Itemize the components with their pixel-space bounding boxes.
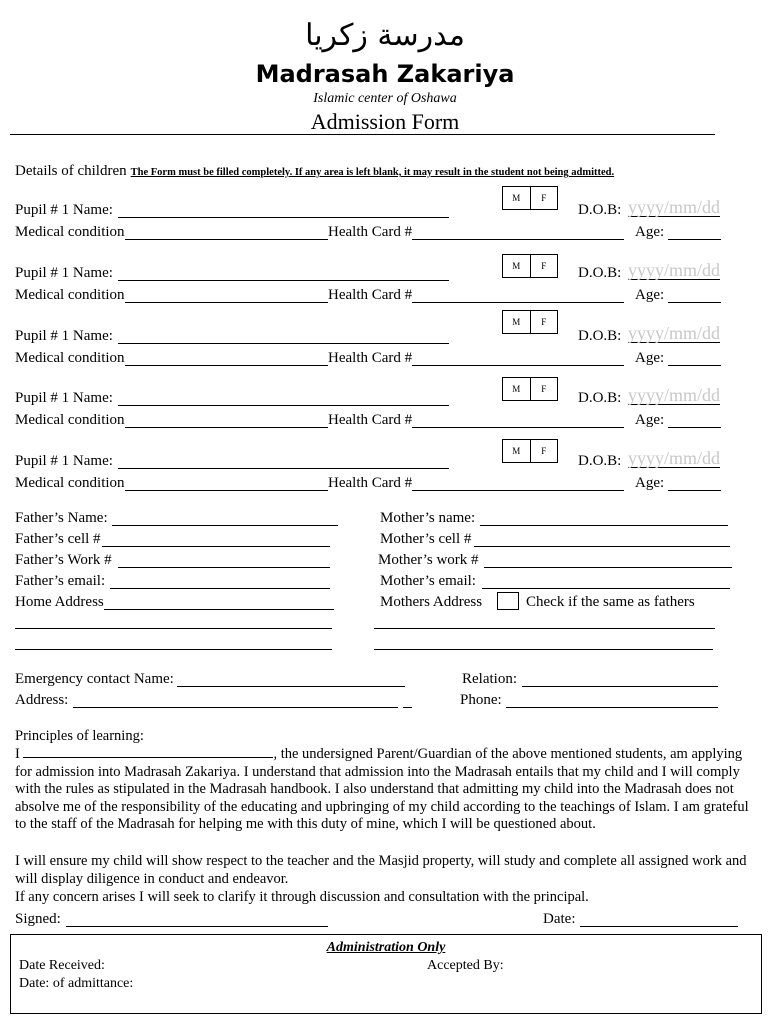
dob-field[interactable]: yyyy/mm/dd: [628, 260, 721, 280]
gender-box: [502, 310, 558, 334]
pupil-name-label: Pupil # 1 Name:: [15, 453, 113, 469]
age-label: Age:: [635, 350, 665, 366]
medical-condition-field[interactable]: [125, 490, 328, 491]
principles-i-label: I: [15, 746, 20, 762]
principles-text-1: , the undersigned Parent/Guardian of the above mentioned students, am applying for admission into Madrasah Zakariya. I understand that admission into the Madrasah entails that my child and I will comply with the rules as stipulated in the Madrasah handbook. I also understand that admitting my child into the Madrasah does not absolve me of the responsibility of the educating and upbringing of my child according to the teachings of Islam. I am grateful to the staff of the Madrasah for helping me with this duty of mine, which I will be questioned about.: [15, 746, 749, 833]
medical-condition-label: Medical condition: [15, 350, 125, 366]
health-card-label: Health Card #: [328, 475, 413, 491]
same-as-fathers-checkbox[interactable]: [497, 592, 519, 610]
arabic-title: مدرسة زكريا: [305, 18, 465, 53]
form-title: Admission Form: [310, 109, 460, 134]
age-field[interactable]: [668, 427, 721, 428]
date-field[interactable]: [580, 926, 738, 927]
mother-name-label: Mother’s name:: [380, 510, 476, 526]
home-address-label: Home Address: [15, 594, 104, 610]
father-cell-label: Father’s cell #: [15, 531, 101, 547]
health-card-label: Health Card #: [328, 350, 413, 366]
relation-field[interactable]: [522, 686, 718, 687]
gender-f-option[interactable]: F: [530, 378, 558, 400]
health-card-field[interactable]: [412, 302, 624, 303]
health-card-field[interactable]: [412, 427, 624, 428]
home-address-line-2[interactable]: [15, 628, 332, 629]
home-address-line-3[interactable]: [15, 649, 332, 650]
gender-m-option[interactable]: M: [512, 446, 521, 456]
emergency-name-label: Emergency contact Name:: [15, 671, 174, 687]
same-as-fathers-label: Check if the same as fathers: [526, 594, 695, 610]
gender-m-option[interactable]: M: [512, 317, 521, 327]
pupil-name-label: Pupil # 1 Name:: [15, 202, 113, 218]
phone-field[interactable]: [506, 707, 718, 708]
details-note: The Form must be filled completely. If any area is left blank, it may result in the student not being admitted.: [130, 167, 615, 178]
gender-f-option[interactable]: F: [530, 255, 558, 277]
gender-m-option[interactable]: M: [512, 193, 521, 203]
father-work-field[interactable]: [118, 567, 330, 568]
age-label: Age:: [635, 287, 665, 303]
accepted-by-label: Accepted By:: [427, 958, 504, 973]
mothers-address-label: Mothers Address: [380, 594, 483, 610]
mother-cell-label: Mother’s cell #: [380, 531, 472, 547]
medical-condition-field[interactable]: [125, 302, 328, 303]
gender-box: [502, 377, 558, 401]
dob-label: D.O.B:: [578, 202, 622, 218]
header-divider: [10, 134, 715, 135]
mothers-address-line-3[interactable]: [374, 649, 713, 650]
dob-field[interactable]: yyyy/mm/dd: [628, 323, 721, 343]
date-label: Date:: [543, 911, 576, 927]
medical-condition-label: Medical condition: [15, 412, 125, 428]
pupil-name-field[interactable]: [118, 217, 449, 218]
health-card-field[interactable]: [412, 490, 624, 491]
signature-field[interactable]: [66, 926, 328, 927]
age-field[interactable]: [668, 490, 721, 491]
dob-field[interactable]: yyyy/mm/dd: [628, 448, 721, 468]
principles-paragraph-1: [15, 745, 760, 834]
father-name-label: Father’s Name:: [15, 510, 108, 526]
principles-paragraph-2: I will ensure my child will show respect to the teacher and the Masjid property, will study and complete all assigned work and will display diligence in conduct and endeavor.: [15, 853, 747, 887]
pupil-name-label: Pupil # 1 Name:: [15, 328, 113, 344]
health-card-label: Health Card #: [328, 287, 413, 303]
medical-condition-label: Medical condition: [15, 287, 125, 303]
health-card-label: Health Card #: [328, 412, 413, 428]
administration-title: Administration Only: [326, 940, 446, 955]
phone-label: Phone:: [460, 692, 502, 708]
school-title: Madrasah Zakariya: [255, 60, 515, 88]
details-label: Details of children: [15, 163, 127, 179]
date-received-label: Date Received:: [19, 958, 105, 973]
mother-work-field[interactable]: [484, 567, 732, 568]
gender-box: [502, 186, 558, 210]
relation-label: Relation:: [462, 671, 517, 687]
pupil-name-label: Pupil # 1 Name:: [15, 390, 113, 406]
dob-label: D.O.B:: [578, 265, 622, 281]
age-field[interactable]: [668, 365, 721, 366]
principles-heading: Principles of learning:: [15, 728, 144, 744]
health-card-field[interactable]: [412, 365, 624, 366]
pupil-name-field[interactable]: [118, 280, 449, 281]
gender-box: [502, 254, 558, 278]
age-field[interactable]: [668, 302, 721, 303]
father-work-label: Father’s Work #: [15, 552, 112, 568]
gender-f-option[interactable]: F: [530, 311, 558, 333]
emergency-name-field[interactable]: [177, 686, 405, 687]
dob-label: D.O.B:: [578, 453, 622, 469]
pupil-name-label: Pupil # 1 Name:: [15, 265, 113, 281]
mother-email-field[interactable]: [482, 588, 730, 589]
details-heading: [15, 162, 614, 180]
mother-cell-field[interactable]: [474, 546, 730, 547]
health-card-label: Health Card #: [328, 224, 413, 240]
father-name-field[interactable]: [112, 525, 338, 526]
guardian-name-field[interactable]: [23, 745, 273, 758]
emergency-address-field[interactable]: [73, 707, 398, 708]
medical-condition-label: Medical condition: [15, 224, 125, 240]
gender-f-option[interactable]: F: [530, 187, 558, 209]
father-email-field[interactable]: [110, 588, 330, 589]
medical-condition-field[interactable]: [125, 427, 328, 428]
signed-label: Signed:: [15, 911, 61, 927]
mother-name-field[interactable]: [480, 525, 728, 526]
emergency-address-label: Address:: [15, 692, 69, 708]
date-admittance-label: Date: of admittance:: [19, 976, 134, 991]
mother-email-label: Mother’s email:: [380, 573, 476, 589]
gender-box: [502, 439, 558, 463]
age-label: Age:: [635, 412, 665, 428]
medical-condition-field[interactable]: [125, 239, 328, 240]
father-cell-field[interactable]: [102, 546, 330, 547]
administration-box: [10, 934, 762, 1014]
dob-field[interactable]: yyyy/mm/dd: [628, 385, 721, 405]
health-card-field[interactable]: [412, 239, 624, 240]
medical-condition-label: Medical condition: [15, 475, 125, 491]
father-email-label: Father’s email:: [15, 573, 106, 589]
principles-paragraph-3: If any concern arises I will seek to clarify it through discussion and consultation with the principal.: [15, 889, 589, 905]
home-address-field[interactable]: [104, 609, 334, 610]
school-subtitle: Islamic center of Oshawa: [313, 91, 457, 106]
pupil-name-field[interactable]: [118, 405, 449, 406]
gender-f-option[interactable]: F: [530, 440, 558, 462]
gender-m-option[interactable]: M: [512, 384, 521, 394]
dob-label: D.O.B:: [578, 390, 622, 406]
gender-m-option[interactable]: M: [512, 261, 521, 271]
pupil-name-field[interactable]: [118, 468, 449, 469]
age-field[interactable]: [668, 239, 721, 240]
dob-field[interactable]: yyyy/mm/dd: [628, 197, 721, 217]
mother-work-label: Mother’s work #: [378, 552, 479, 568]
dob-label: D.O.B:: [578, 328, 622, 344]
mothers-address-line-2[interactable]: [374, 628, 715, 629]
pupil-name-field[interactable]: [118, 343, 449, 344]
medical-condition-field[interactable]: [125, 365, 328, 366]
emergency-address-field-end: [403, 707, 412, 708]
age-label: Age:: [635, 475, 665, 491]
age-label: Age:: [635, 224, 665, 240]
